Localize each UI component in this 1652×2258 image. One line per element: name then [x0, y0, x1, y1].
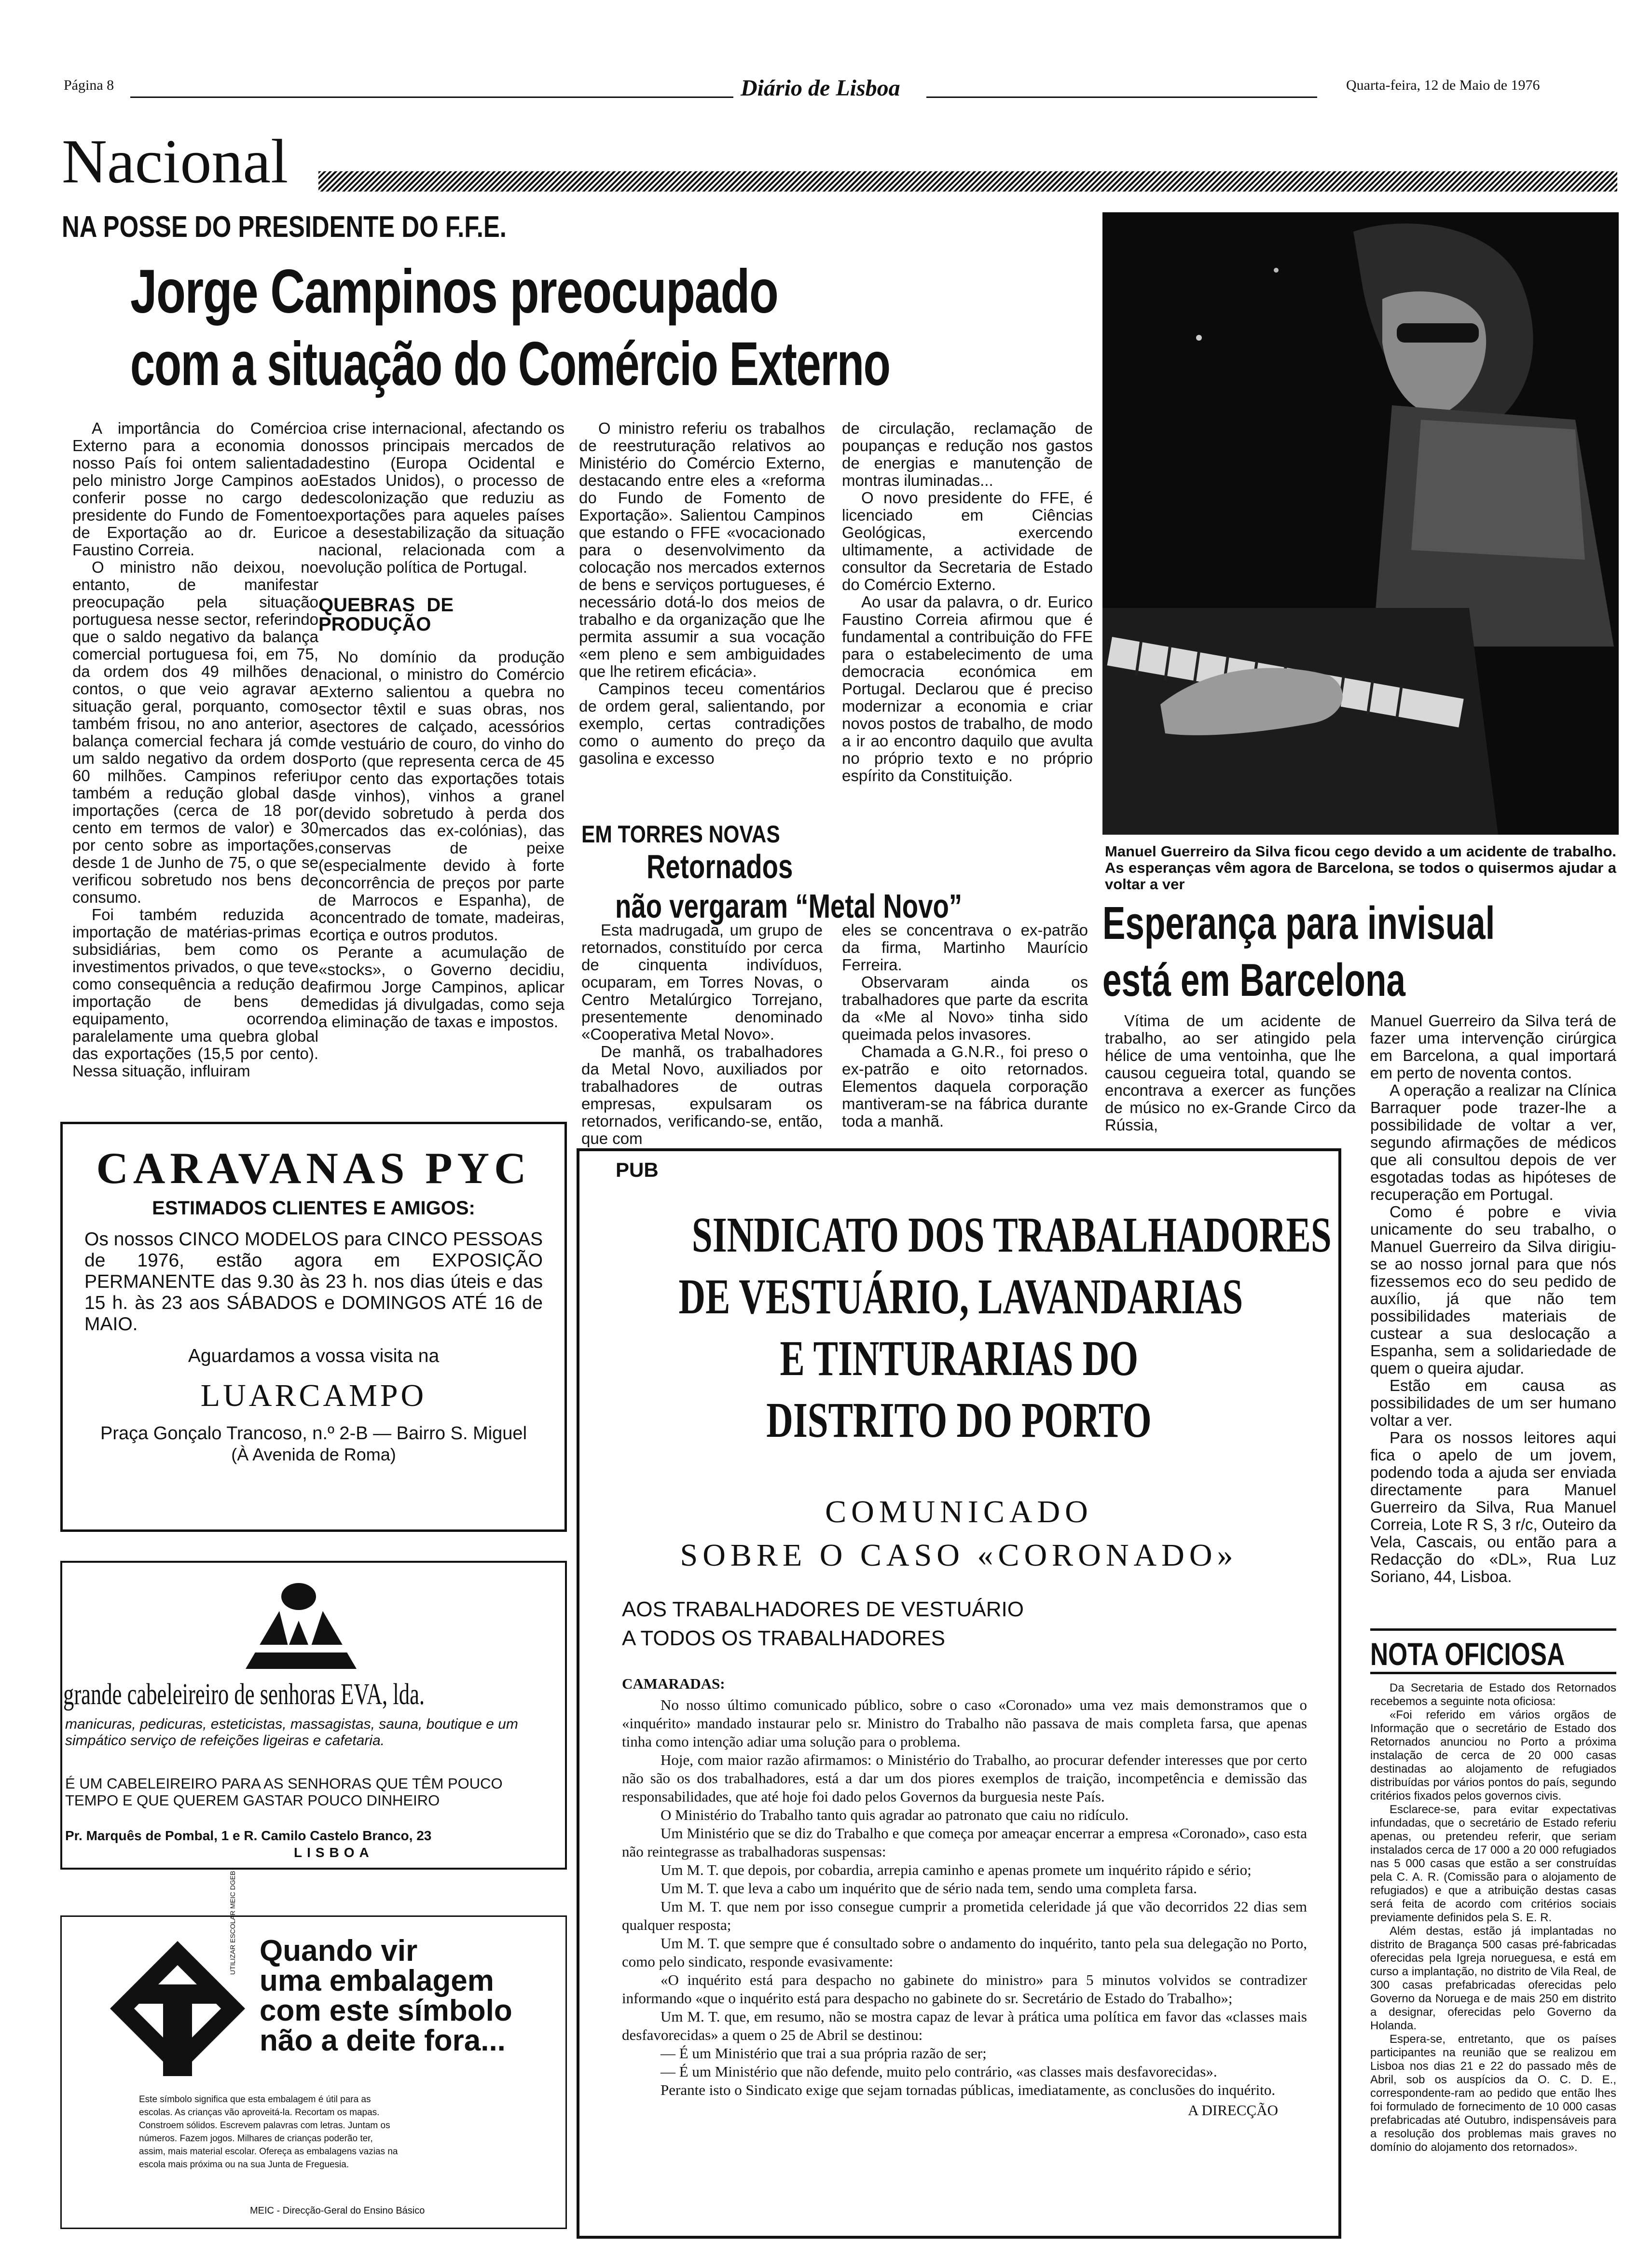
- masthead: Diário de Lisboa: [741, 75, 900, 101]
- torres-headline: [615, 847, 1060, 926]
- main-col-2: a crise internacional, afectando os nossos principais mercados de destino (Europa Ocidental e Estados Unidos), o processo de descolonização que reduziu as exportações para aqueles países e a desestabilização da situação nacional, relacionada com a evolução política de Portugal. QUEBRAS DE PRODUÇÃO No domínio da produção nacional, o ministro do Comércio Externo salientou a quebra no sector têxtil e suas obras, nos sectores de calçado, acessórios de vestuário de couro, do vinho do Porto (que representa cerca de 45 por cento das exportações totais de vinhos), vinhos a granel (devido sobretudo à perda dos mercados das ex-colónias), das conservas de peixe (especialmente devido à forte concorrência de preços por parte de Marrocos e Espanha), de concentrado de tomate, madeiras, cortiça e outros produtos. Perante a acumulação de «stocks», o Governo decidiu, afirmou Jorge Campinos, aplicar medidas já divulgadas, como seja a eliminação de taxas e impostos.: [318, 419, 564, 1031]
- caravanas-greeting: ESTIMADOS CLIENTES E AMIGOS:: [152, 1198, 475, 1219]
- torres-headline-line1: Retornados: [647, 848, 793, 885]
- caravanas-brand: LUARCAMPO: [200, 1378, 427, 1413]
- ad-meic: [60, 1871, 567, 2229]
- barcelona-headline: [1102, 895, 1633, 1009]
- meic-headline: Quando vir uma embalagem com este símbolo não a deite fora...: [260, 1934, 512, 2057]
- ad-sindicato: [577, 1148, 1341, 2239]
- section-title: Nacional: [62, 127, 289, 196]
- caravanas-visit: Aguardamos a vossa visita na: [188, 1346, 440, 1366]
- meic-logo-side-text: UTILIZAR ESCOLAR MEIC DGEB: [229, 1871, 236, 1975]
- header-rule-right: [926, 96, 1317, 98]
- main-headline-line1: Jorge Campinos preocupado: [130, 257, 778, 326]
- section-hatch-bar: [318, 171, 1617, 192]
- photo-caption: Manuel Guerreiro da Silva ficou cego devido a um acidente de trabalho. As esperanças vêm agora de Barcelona, se todos o quisermos ajudar a voltar a ver: [1105, 843, 1616, 893]
- main-col-3: O ministro referiu os trabalhos de reestruturação relativos ao Ministério do Comércio Externo, destacando entre eles a «reforma do Fundo de Fomento de Exportação». Salientou Campinos que estando o FFE «vocacionado para o desenvolvimento da colocação nos mercados externos de bens e serviços portugueses, é necessário dotá-lo dos meios de trabalho e da organização que lhe permita assumir a sua vocação «em pleno e sem ambiguidades que lhe retirem eficácia». Campinos teceu comentários de ordem geral, salientando, por exemplo, certas contradições como o aumento do preço da gasolina e excesso: [579, 419, 825, 767]
- main-col-1: A importância do Comércio Externo para a economia do nosso País foi ontem salientada pelo ministro Jorge Campinos ao conferir posse no cargo de presidente do Fundo de Fomento de Exportação ao dr. Eurico Faustino Correia. O ministro não deixou, no entanto, de manifestar preocupação pela situação portuguesa nesse sector, referindo que o saldo negativo da balança comercial portuguesa foi, em 75, da ordem dos 49 milhões de contos, o que veio agravar a situação geral, porquanto, como também frisou, no ano anterior, a balança comercial fechara já com um saldo negativo da ordem dos 60 milhões. Campinos referiu também a redução global das importações (cerca de 18 por cento em termos de valor) e 30 por cento sobre as importações, desde 1 de Junho de 75, o que se verificou sobretudo nos bens de consumo. Foi também reduzida a importação de matérias-primas e subsidiárias, bem como os investimentos privados, o que teve como consequência a redução de importação de bens de equipamento, ocorrendo paralelamente uma quebra global das exportações (15,5 por cento). Nessa situação, influiram: [72, 419, 318, 1080]
- ad-eva: [60, 1561, 567, 1870]
- ad-caravanas: [60, 1122, 567, 1532]
- musician-photo: [1102, 212, 1619, 835]
- barcelona-col-1: Vítima de um acidente de trabalho, ao ser atingido pela hélice de uma ventoinha, que lhe causou cegueira total, quando se encontrava a exercer as funções de músico no ex-Grande Circo da Rússia,: [1105, 1012, 1356, 1134]
- main-headline: [130, 256, 1185, 400]
- torres-col-1: Esta madrugada, um grupo de retornados, constituído por cerca de cinquenta indivíduos, ocuparam, em Torres Novas, o Centro Metalúrgico Torrejano, presentemente denominado «Cooperativa Metal Novo». De manhã, os trabalhadores da Metal Novo, auxiliados por trabalhadores de outras empresas, expulsaram os retornados, verificando-se, então, que com: [581, 921, 823, 1147]
- photo-illustration: [1102, 212, 1619, 835]
- eva-city: LISBOA: [294, 1845, 374, 1860]
- header-rule-left: [130, 96, 733, 98]
- caravanas-title: CARAVANAS PYC: [96, 1143, 531, 1193]
- caravanas-address-2: (À Avenida de Roma): [231, 1445, 396, 1464]
- sindicato-signature: A DIRECÇÃO: [1188, 2102, 1278, 2119]
- sindicato-salutation: CAMARADAS:: [622, 1675, 725, 1692]
- barcelona-col-2: Manuel Guerreiro da Silva terá de fazer uma intervenção cirúrgica em Barcelona, a qual importará em perto de noventa contos. A operação a realizar na Clínica Barraquer pode trazer-lhe a possibilidade de voltar a ver, segundo afirmações de médicos que ali consultou depois de ver esgotadas todas as hipóteses de recuperação em Portugal. Como é pobre e vivia unicamente do seu trabalho, o Manuel Guerreiro da Silva dirigiu-se ao nosso jornal para que nós fizessemos eco do seu pedido de auxílio, já que não tem possibilidades materiais de custear a sua deslocação a Espanha, sem a solidariedade de quem o queira ajudar. Estão em causa as possibilidades de um ser humano voltar a ver. Para os nossos leitores aqui fica o apelo de um jovem, podendo toda a ajuda ser enviada directamente para Manuel Guerreiro da Silva, Rua Manuel Correia, Lote R S, 3 r/c, Outeiro da Vela, Cascais, ou então para a Redacção do «DL», Rua Luz Soriano, 44, Lisboa.: [1370, 1012, 1616, 1585]
- sindicato-subtitle-2: SOBRE O CASO «CORONADO»: [680, 1538, 1238, 1573]
- main-headline-line2: com a situação do Comércio Externo: [130, 330, 890, 399]
- eva-address: Pr. Marquês de Pombal, 1 e R. Camilo Castelo Branco, 23: [65, 1828, 432, 1843]
- meic-footer: MEIC - Direcção-Geral do Ensino Básico: [250, 2205, 425, 2216]
- sindicato-to-2: A TODOS OS TRABALHADORES: [622, 1626, 945, 1650]
- sindicato-body: CAMARADAS: No nosso último comunicado público, sobre o caso «Coronado» uma vez mais demonstramos que o «inquérito» mandado instaurar pelo sr. Ministro do Trabalho não passava de mais completa farsa, que apenas tinha como intenção adiar uma solução para o problema. Hoje, com maior razão afirmamos: o Ministério do Trabalho, ao procurar defender interesses que por certo não são os dos trabalhadores, está a dar um dos piores exemplos de traição, incompetência e demissão das responsabilidades, que até hoje foi dado pelos Governos da burguesia neste País. O Ministério do Trabalho tanto quis agradar ao patronato que caiu no ridículo. Um Ministério que se diz do Trabalho e que começa por ameaçar encerrar a empresa «Coronado», caso esta não reintegrasse as trabalhadoras suspensas: Um M. T. que depois, por cobardia, arrepia caminho e apenas promete um inquérito rápido e sério; Um M. T. que leva a cabo um inquérito que de sério nada tem, sendo uma completa farsa. Um M. T. que nem por isso consegue cumprir a prometida celeridade já que vão decorridos 22 dias sem qualquer resposta; Um M. T. que sempre que é consultado sobre o andamento do inquérito, tanto pela sua delegação no Porto, como pelo sindicato, responde evasivamente: «O inquérito está para despacho no gabinete do ministro» para 5 minutos volvidos se contradizer informando «que o inquérito está para despacho no gabinete do sr. Secretário de Estado do Trabalho»; Um M. T. que, em resumo, não se mostra capaz de levar à prática uma política em favor das «classes mais desfavorecidas» a quem o 25 de Abril se destinou: — É um Ministério que trai a sua própria razão de ser; — É um Ministério que não defende, muito pelo contrário, «as classes mais desfavorecidas». Perante isto o Sindicato exige que sejam tornadas públicas, imediatamente, as conclusões do inquérito. A DIRECÇÃO: [622, 1675, 1307, 2119]
- nota-body: Da Secretaria de Estado dos Retornados recebemos a seguinte nota oficiosa: «Foi referido em vários orgãos de Informação que o secretário de Estado dos Retornados anunciou no Porto a próxima instalação de cerca de 20 000 casas destinadas ao alojamento de refugiados distribuídas por vários pontos do país, segundo critérios fixados pelos governos civis. Esclarece-se, para evitar expectativas infundadas, que o secretário de Estado referiu apenas, ou pretendeu referir, que seriam instalados cerca de 17 000 a 20 000 refugiados nas 5 000 casas que estão a ser construídas pela C. A. R. (Comissão para o alojamento de refugiados) e que a atribuição destas casas será feita de acordo com critérios sociais previamente definidos pela S. E. R. Além destas, estão já implantadas no distrito de Bragança 500 casas pré-fabricadas oferecidas pela Igreja norueguesa, e está em curso a implantação, no distrito de Vila Real, de 300 casas prefabricadas oferecidas pelo Governo da Noruega e de mais 250 em distrito a designar, oferecidas pelo Governo da Holanda. Espera-se, entretanto, que os países participantes na reunião que se realizou em Lisboa nos dias 21 e 22 do passado mês de Abril, sob os auspícios da O. C. D. E., correspondente-ram ao pedido que então lhes foi formulado de fornecimento de 10 000 casas prefabricadas até Outubro, indispensáveis para a resolução dos problemas mais graves no domínio do alojamento dos retornados».: [1370, 1681, 1616, 2154]
- nota-title: NOTA OFICIOSA: [1370, 1636, 1565, 1672]
- eva-logo-icon: [226, 1577, 371, 1674]
- sindicato-to-1: AOS TRABALHADORES DE VESTUÁRIO: [622, 1597, 1024, 1621]
- sindicato-pub-tag: PUB: [616, 1158, 659, 1181]
- barcelona-headline-line2: está em Barcelona: [1102, 954, 1405, 1006]
- main-kicker: NA POSSE DO PRESIDENTE DO F.F.E.: [62, 210, 507, 244]
- eva-services: manicuras, pedicuras, esteticistas, massagistas, sauna, boutique e um simpático serviço de refeições ligeiras e cafetaria.: [65, 1716, 518, 1749]
- torres-headline-line2: não vergaram “Metal Novo”: [615, 887, 963, 925]
- eva-pitch: É UM CABELEIREIRO PARA AS SENHORAS QUE TÊM POUCO TEMPO E QUE QUEREM GASTAR POUCO DINHEIRO: [65, 1775, 503, 1809]
- page-number: Página 8: [64, 77, 114, 93]
- nota-top-rule: [1370, 1628, 1616, 1631]
- sindicato-subtitle-1: COMUNICADO: [825, 1494, 1093, 1529]
- meic-body: Este símbolo significa que esta embalagem é útil para as escolas. As crianças vão aproveitá-la. Recortam os mapas. Constroem sólidos. Escrevem palavras com letras. Juntam os números. Fazem jogos. Milhares de crianças poderão ter, assim, mais material escolar. Ofereça as embalagens vazias na escola mais próxima ou na sua Junta de Freguesia.: [139, 2094, 398, 2170]
- torres-col-2: eles se concentrava o ex-patrão da firma, Martinho Maurício Ferreira. Observaram ainda os trabalhadores que parte da escrita da «Me al Novo» tinha sido queimada pelos invasores. Chamada a G.N.R., foi preso o ex-patrão e oito retornados. Elementos daquela corporação mantiveram-se na fábrica durante toda a manhã.: [842, 921, 1088, 1130]
- caravanas-body: Os nossos CINCO MODELOS para CINCO PESSOAS de 1976, estão agora em EXPOSIÇÃO PERMANENTE das 9.30 às 23 h. nos dias úteis e das 15 h. às 23 aos SÁBADOS e DOMINGOS ATÉ 16 de MAIO.: [84, 1229, 543, 1335]
- eva-headline: grande cabeleireiro de senhoras EVA, lda.: [63, 1678, 425, 1711]
- torres-kicker: EM TORRES NOVAS: [581, 821, 780, 848]
- caravanas-address: Praça Gonçalo Trancoso, n.º 2-B — Bairro S. Miguel: [100, 1423, 527, 1444]
- nota-bottom-rule: [1370, 1672, 1616, 1674]
- sindicato-title: SINDICATO DOS TRABALHADORES DE VESTUÁRIO, LAVANDARIAS E TINTURARIAS DO DISTRITO DO PORTO: [678, 1207, 1332, 1448]
- barcelona-headline-line1: Esperança para invisual: [1102, 897, 1495, 949]
- main-col-4: de circulação, reclamação de poupanças e redução nos gastos de energias e manutenção de montras iluminadas... O novo presidente do FFE, é licenciado em Ciências Geológicas, exercendo ultimamente, a actividade de consultor da Secretaria de Estado do Comércio Externo. Ao usar da palavra, o dr. Eurico Faustino Correia afirmou que é fundamental a contribuição do FFE para o estabelecimento de uma democracia económica em Portugal. Declarou que é preciso modernizar a economia e criar novos postos de trabalho, de modo a ir ao encontro daquilo que avulta no próprio texto e no próprio espírito da Constituição.: [842, 419, 1093, 785]
- subheading-quebras: QUEBRAS DE PRODUÇÃO: [318, 594, 454, 635]
- issue-date: Quarta-feira, 12 de Maio de 1976: [1346, 77, 1540, 93]
